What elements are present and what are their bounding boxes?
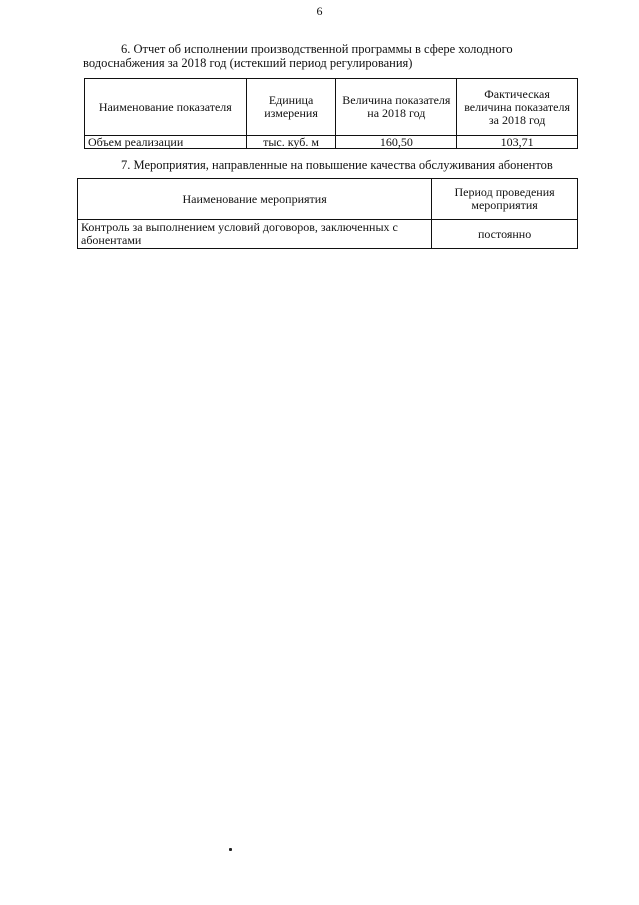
section-6-heading [83,42,577,70]
cell-unit: тыс. куб. м [246,136,336,149]
service-measures-table [77,178,578,249]
header-actual-value: Фактическая величина показателя за 2018 год [457,79,578,136]
header-indicator-name: Наименование показателя [85,79,247,136]
production-program-table [84,78,578,149]
header-measure-name: Наименование мероприятия [78,179,432,220]
page-number: 6 [316,4,323,18]
cell-indicator-name: Объем реализации [85,136,247,149]
cell-measure-name: Контроль за выполнением условий договоров, заключенных с абонентами [78,220,432,249]
section-6-heading-line2: водоснабжения за 2018 год (истекший период регулирования) [83,56,413,70]
header-unit: Единица измерения [246,79,336,136]
header-planned-value: Величина показателя на 2018 год [336,79,457,136]
section-7-heading: 7. Мероприятия, направленные на повышение качества обслуживания абонентов [121,158,553,172]
table-header-row [78,179,578,220]
header-period: Период проведения мероприятия [432,179,578,220]
cell-planned-value: 160,50 [336,136,457,149]
cell-actual-value: 103,71 [457,136,578,149]
scan-speck [229,848,232,851]
section-6-heading-line1: 6. Отчет об исполнении производственной программы в сфере холодного [121,42,513,56]
table-header-row [85,79,578,136]
cell-period: постоянно [432,220,578,249]
table-row [78,220,578,249]
table-row [85,136,578,149]
